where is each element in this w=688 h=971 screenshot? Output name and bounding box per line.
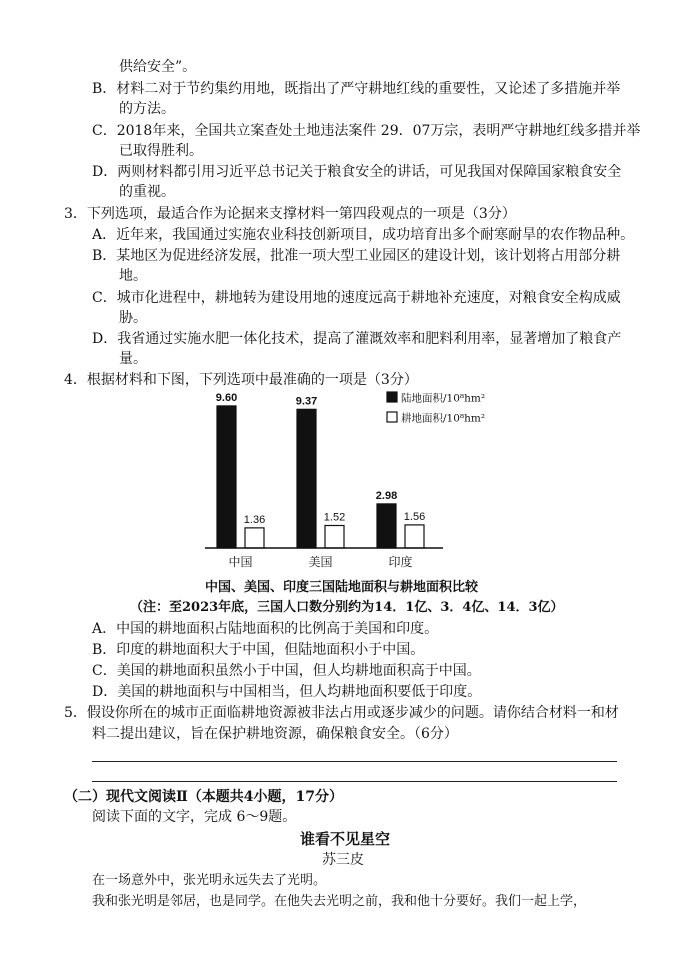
reading-instruction: 阅读下面的文字，完成 6～9题。 [92,809,297,825]
bar-arable-2 [405,525,424,548]
q4-option-d: D．美国的耕地面积与中国相当，但人均耕地面积要低于印度。 [92,684,482,700]
category-label: 印度 [388,555,413,569]
data-label: 1.56 [403,510,426,523]
q2-option-b: B．材料二对于节约集约用地，既指出了严守耕地红线的重要性，又论述了多措施并举 [92,81,621,97]
q3-option-b: B．某地区为促进经济发展，批准一项大型工业园区的建设计划，该计划将占用部分耕 [92,248,621,264]
q3-option-d-continued: 量。 [119,351,147,367]
q4-option-b: B．印度的耕地面积大于中国，但陆地面积小于中国。 [92,642,425,658]
q2-option-d-continued: 的重视。 [119,184,175,200]
bar-chart [205,388,505,576]
story-paragraph-1: 在一场意外中，张光明永远失去了光明。 [92,873,327,888]
bar-arable-1 [325,526,344,548]
chart-caption: 中国、美国、印度三国陆地面积与耕地面积比较 [205,580,479,595]
q3-option-b-continued: 地。 [119,268,147,284]
q2-option-c-continued: 已取得胜利。 [119,143,203,159]
data-label: 9.37 [295,395,318,408]
data-label: 2.98 [375,489,398,502]
bar-land-2 [377,504,396,548]
bar-arable-0 [245,528,264,548]
option-c-continued: 供给安全”。 [119,59,197,75]
data-label: 1.52 [323,511,346,524]
q3-option-a: A．近年来，我国通过实施农业科技创新项目，成功培育出多个耐寒耐旱的农作物品种。 [92,227,635,243]
data-label: 1.36 [243,513,266,526]
section-heading: （二）现代文阅读Ⅱ（本题共4小题，17分） [64,789,344,805]
answer-line-2 [92,781,617,782]
legend-swatch-0 [387,392,397,402]
bar-land-0 [217,406,236,548]
question-3: 3．下列选项，最适合作为论据来支撑材料一第四段观点的一项是（3分） [64,206,516,222]
category-label: 中国 [228,555,253,569]
story-paragraph-2: 我和张光明是邻居，也是同学。在他失去光明之前，我和他十分要好。我们一起上学， [92,894,587,909]
legend-label-1: 耕地面积/10⁸hm² [401,412,486,425]
chart-note: （注：至2023年底，三国人口数分别约为14．1亿、3．4亿、14．3亿） [130,600,564,615]
data-label: 9.60 [215,391,238,404]
answer-line-1 [92,761,617,762]
question-4: 4．根据材料和下图，下列选项中最准确的一项是（3分） [64,372,418,388]
q2-option-d: D．两则材料都引用习近平总书记关于粮食安全的讲话，可见我国对保障国家粮食安全 [92,164,622,180]
q2-option-b-continued: 的方法。 [119,101,175,117]
q3-option-c-continued: 胁。 [119,310,147,326]
story-author: 苏三皮 [322,852,364,868]
category-label: 美国 [308,555,333,569]
question-5-continued: 料二提出建议，旨在保护耕地资源，确保粮食安全。（6分） [92,726,458,742]
q3-option-c: C．城市化进程中，耕地转为建设用地的速度远高于耕地补充速度，对粮食安全构成威 [92,290,621,306]
story-title: 谁看不见星空 [300,830,391,848]
q2-option-c: C．2018年来，全国共立案查处土地违法案件 29．07万宗，表明严守耕地红线多措并举 [92,123,641,139]
legend-swatch-1 [387,412,397,422]
question-5: 5．假设你所在的城市正面临耕地资源被非法占用或逐步减少的问题。请你结合材料一和材 [64,705,619,721]
q4-option-c: C．美国的耕地面积虽然小于中国，但人均耕地面积高于中国。 [92,663,481,679]
bar-land-1 [297,409,316,548]
q3-option-d: D．我省通过实施水肥一体化技术，提高了灌溉效率和肥料利用率，显著增加了粮食产 [92,331,622,347]
q4-option-a: A．中国的耕地面积占陆地面积的比例高于美国和印度。 [92,621,439,637]
legend-label-0: 陆地面积/10⁸hm² [401,392,486,405]
